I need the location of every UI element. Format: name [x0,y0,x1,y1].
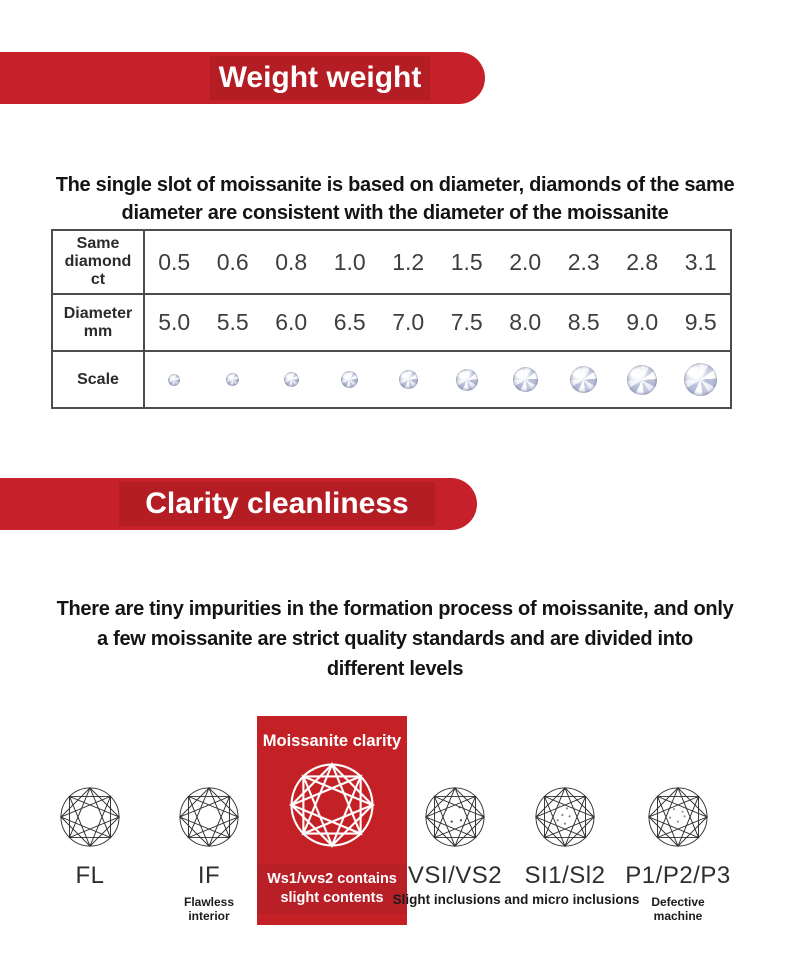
clarity-intro-line-3: different levels [326,658,464,680]
diamond-outline-icon [57,784,123,850]
scale-image-cell [496,352,555,407]
carat-value-cell: 2.8 [626,248,659,275]
diameter-row-header [53,295,145,350]
clarity-grade-label: P1/P2/P3 [625,862,731,889]
diamond-scale-image [226,373,239,386]
diameter-value-cell: 8.0 [509,309,542,335]
diameter-header-line: Diameter [63,304,133,322]
diamond-scale-image [399,370,418,389]
clarity-grade-sublabel: Flawless interior [183,895,235,923]
weight-table [51,229,732,409]
weight-intro-text [0,171,790,227]
clarity-section-banner [0,478,477,530]
clarity-grade-if [144,784,274,923]
weight-intro-line-2: diameter are consistent with the diameter of the moissanite [121,202,669,224]
carat-header-line: ct [90,271,106,288]
carat-value-cell: 1.0 [333,248,366,275]
diameter-value-cell: 8.5 [567,309,600,335]
clarity-grade-si1-sl2 [500,784,630,890]
weight-banner-highlight [210,56,430,100]
carat-value-cell: 0.5 [158,248,191,275]
diameter-value-cell: 6.5 [333,309,366,335]
diamond-scale-image [684,363,717,396]
diameter-value-cell: 7.0 [392,309,425,335]
diameter-value-cell: 6.0 [275,309,308,335]
scale-header-line: Scale [77,370,119,388]
scale-image-cell [262,352,321,407]
scale-image-cell [672,352,731,407]
clarity-banner-title: Clarity cleanliness [145,487,409,520]
clarity-grade-label: IF [197,862,221,889]
clarity-grade-sublabel: Defective machine [651,895,705,923]
diamond-scale-image [627,365,657,395]
diamond-outline-icon [176,784,242,850]
clarity-grade-fl [25,784,155,890]
caption-line-2: slight contents [280,890,384,906]
carat-value-cell: 1.5 [450,248,483,275]
diameter-value-cell: 9.5 [684,309,717,335]
clarity-banner-highlight [119,482,435,526]
carat-value-cell: 0.6 [216,248,249,275]
clarity-intro-line-1: There are tiny impurities in the formation process of moissanite, and only [56,598,734,620]
diameter-header-line: mm [83,322,113,340]
scale-image-cell [321,352,380,407]
moissanite-clarity-title: Moissanite clarity [262,732,402,750]
diamond-scale-image [168,374,180,386]
clarity-intro-line-2: a few moissanite are strict quality standards and are divided into [97,628,693,650]
scale-row-header [53,352,145,407]
diameter-value-cell: 5.5 [216,309,249,335]
diamond-outline-icon [422,784,488,850]
clarity-intro-text [0,594,790,684]
carat-value-cell: 0.8 [275,248,308,275]
scale-image-cell [555,352,614,407]
weight-banner-title: Weight weight [218,61,422,94]
diameter-value-cell: 7.5 [450,309,483,335]
clarity-grade-label: VSI/VS2 [407,862,503,889]
diamond-scale-image [513,367,538,392]
carat-header-line: diamond [64,253,132,270]
diamond-scale-image [284,372,299,387]
diamond-scale-image [341,371,358,388]
inclusions-shared-sublabel: Slight inclusions and micro inclusions [392,892,640,907]
carat-value-cell: 2.3 [567,248,600,275]
carat-table-row [53,231,730,293]
scale-image-cell [613,352,672,407]
caption-line-1: Ws1/vvs2 contains [267,871,397,887]
diameter-value-cell: 5.0 [158,309,191,335]
diamond-outline-icon [645,784,711,850]
clarity-grade-p1-p2-p3 [613,784,743,923]
diamond-outline-icon [532,784,598,850]
carat-header-line: Same [76,235,120,252]
clarity-grade-label: SI1/Sl2 [524,862,606,889]
carat-value-cell: 2.0 [509,248,542,275]
clarity-grade-label: FL [75,862,105,889]
scale-image-cell [145,352,204,407]
diameter-value-cell: 9.0 [626,309,659,335]
scale-table-row [53,350,730,407]
scale-image-cell [379,352,438,407]
diamond-scale-image [570,366,597,393]
diameter-table-row [53,293,730,350]
carat-value-cell: 1.2 [392,248,425,275]
carat-row-header [53,231,145,293]
weight-intro-line-1: The single slot of moissanite is based on diameter, diamonds of the same [55,174,735,196]
carat-value-cell: 3.1 [684,248,717,275]
diamond-scale-image [456,369,478,391]
weight-section-banner [0,52,485,104]
scale-image-cell [438,352,497,407]
diamond-outline-icon-highlight [286,759,378,851]
scale-image-cell [204,352,263,407]
